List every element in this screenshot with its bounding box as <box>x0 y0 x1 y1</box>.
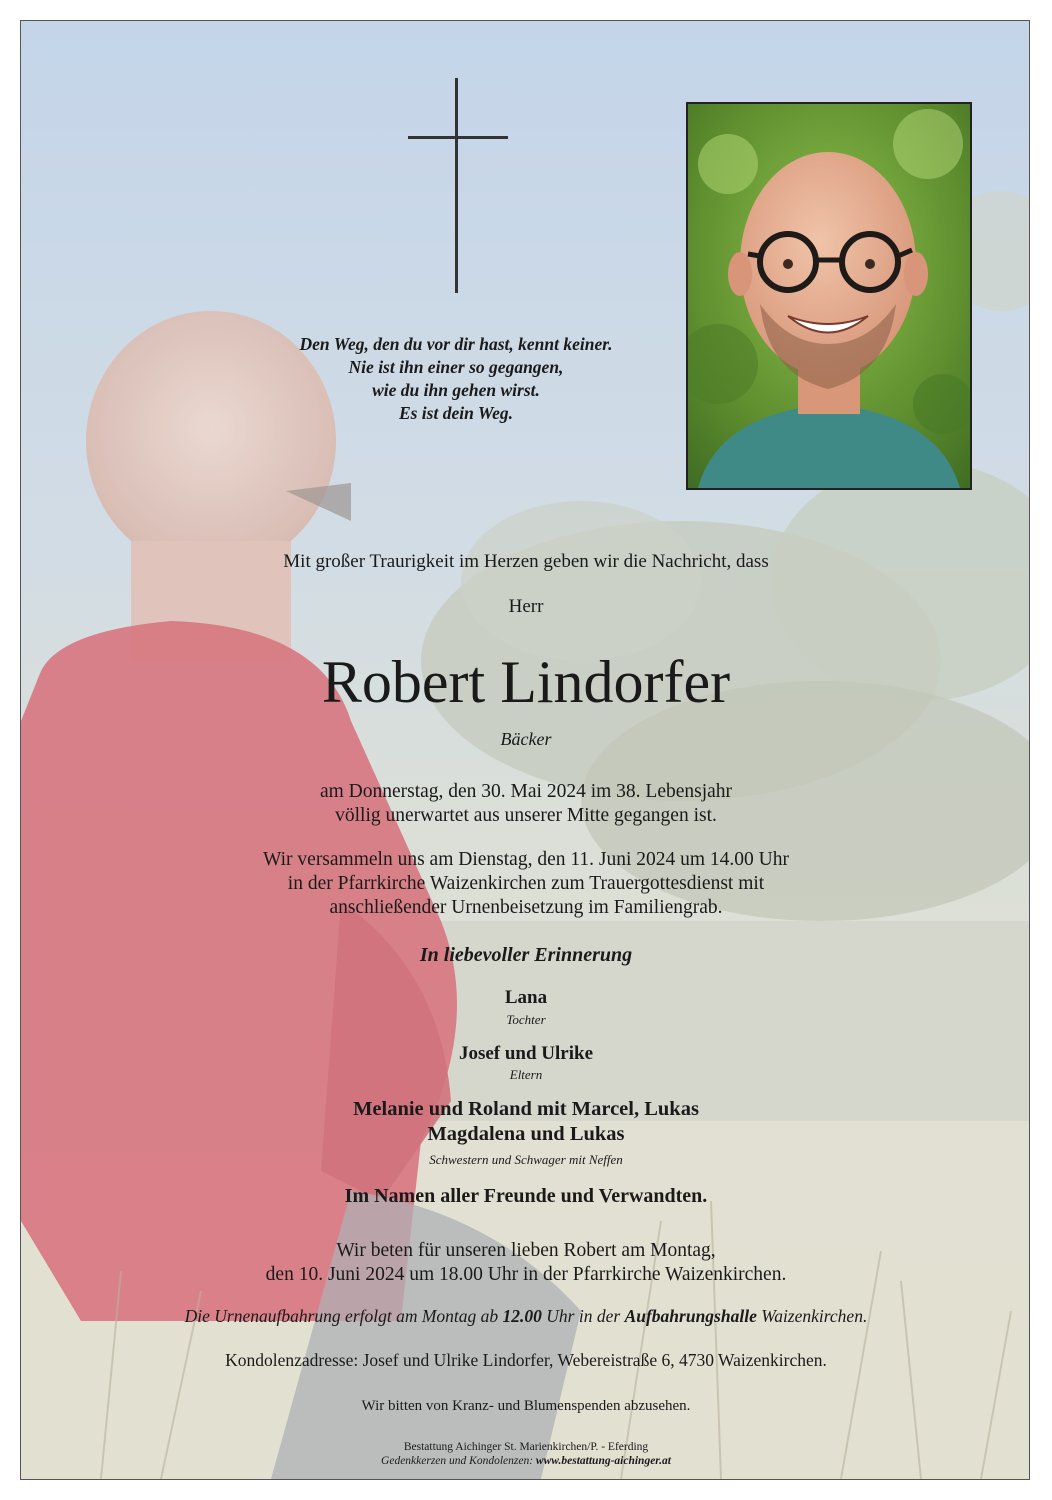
cross-icon-horizontal <box>408 136 508 139</box>
service-line: anschließender Urnenbeisetzung im Familiengrab. <box>329 897 723 918</box>
poem-line: Es ist dein Weg. <box>398 403 514 423</box>
mourner-names <box>0 1097 1052 1147</box>
mourner-name: Josef und Ulrike <box>458 1043 594 1064</box>
death-line: am Donnerstag, den 30. Mai 2024 im 38. Lebensjahr <box>319 781 733 802</box>
all-relatives: Im Namen aller Freunde und Verwandten. <box>344 1185 708 1207</box>
service-line: Wir versammeln uns am Dienstag, den 11. Juni 2024 um 14.00 Uhr <box>263 849 789 870</box>
cross-icon-vertical <box>455 78 458 293</box>
condolence-address: Kondolenzadresse: Josef und Ulrike Lindorfer, Webereistraße 6, 4730 Waizenkirchen. <box>225 1350 827 1370</box>
website-link[interactable]: www.bestattung-aichinger.at <box>535 1455 671 1467</box>
portrait-image <box>688 104 970 488</box>
profession: Bäcker <box>500 729 552 749</box>
death-notice <box>0 780 1052 828</box>
urn-text: Die Urnenaufbahrung erfolgt am Montag ab <box>184 1306 503 1326</box>
prayer-notice <box>0 1239 1052 1287</box>
footer-text: Gedenkkerzen und Kondolenzen: <box>381 1455 536 1467</box>
prayer-line: den 10. Juni 2024 um 18.00 Uhr in der Pfarrkirche Waizenkirchen. <box>265 1264 787 1285</box>
no-wreaths-note: Wir bitten von Kranz- und Blumenspenden abzusehen. <box>361 1398 691 1414</box>
urn-text: Waizenkirchen. <box>756 1306 868 1326</box>
death-line: völlig unerwartet aus unserer Mitte gegangen ist. <box>335 805 717 826</box>
poem-line: wie du ihn gehen wirst. <box>372 380 540 400</box>
service-notice <box>0 848 1052 920</box>
condolence-web <box>0 1455 1052 1467</box>
undertaker-info: Bestattung Aichinger St. Marienkirchen/P. - Eferding <box>403 1441 649 1453</box>
intro-text: Mit großer Traurigkeit im Herzen geben wir die Nachricht, dass <box>283 551 769 572</box>
poem-line: Den Weg, den du vor dir hast, kennt keiner. <box>299 334 613 354</box>
mourner-relation: Schwestern und Schwager mit Neffen <box>429 1152 623 1167</box>
memory-heading: In liebevoller Erinnerung <box>419 944 633 966</box>
deceased-name: Robert Lindorfer <box>321 649 731 715</box>
urn-text: Uhr in der <box>541 1306 625 1326</box>
urn-time: 12.00 <box>502 1306 542 1326</box>
mourner-name: Lana <box>504 987 548 1008</box>
mourner-relation: Eltern <box>509 1067 543 1082</box>
mourner-line: Magdalena und Lukas <box>427 1123 625 1145</box>
salutation: Herr <box>508 596 544 617</box>
service-line: in der Pfarrkirche Waizenkirchen zum Trauergottesdienst mit <box>287 873 765 894</box>
portrait-photo <box>686 102 972 490</box>
poem <box>0 333 982 425</box>
urn-hall: Aufbahrungshalle <box>624 1306 757 1326</box>
prayer-line: Wir beten für unseren lieben Robert am Montag, <box>336 1240 716 1261</box>
mourner-relation: Tochter <box>506 1012 546 1027</box>
poem-line: Nie ist ihn einer so gegangen, <box>348 357 564 377</box>
urn-notice <box>0 1306 1052 1327</box>
mourner-line: Melanie und Roland mit Marcel, Lukas <box>353 1098 699 1120</box>
